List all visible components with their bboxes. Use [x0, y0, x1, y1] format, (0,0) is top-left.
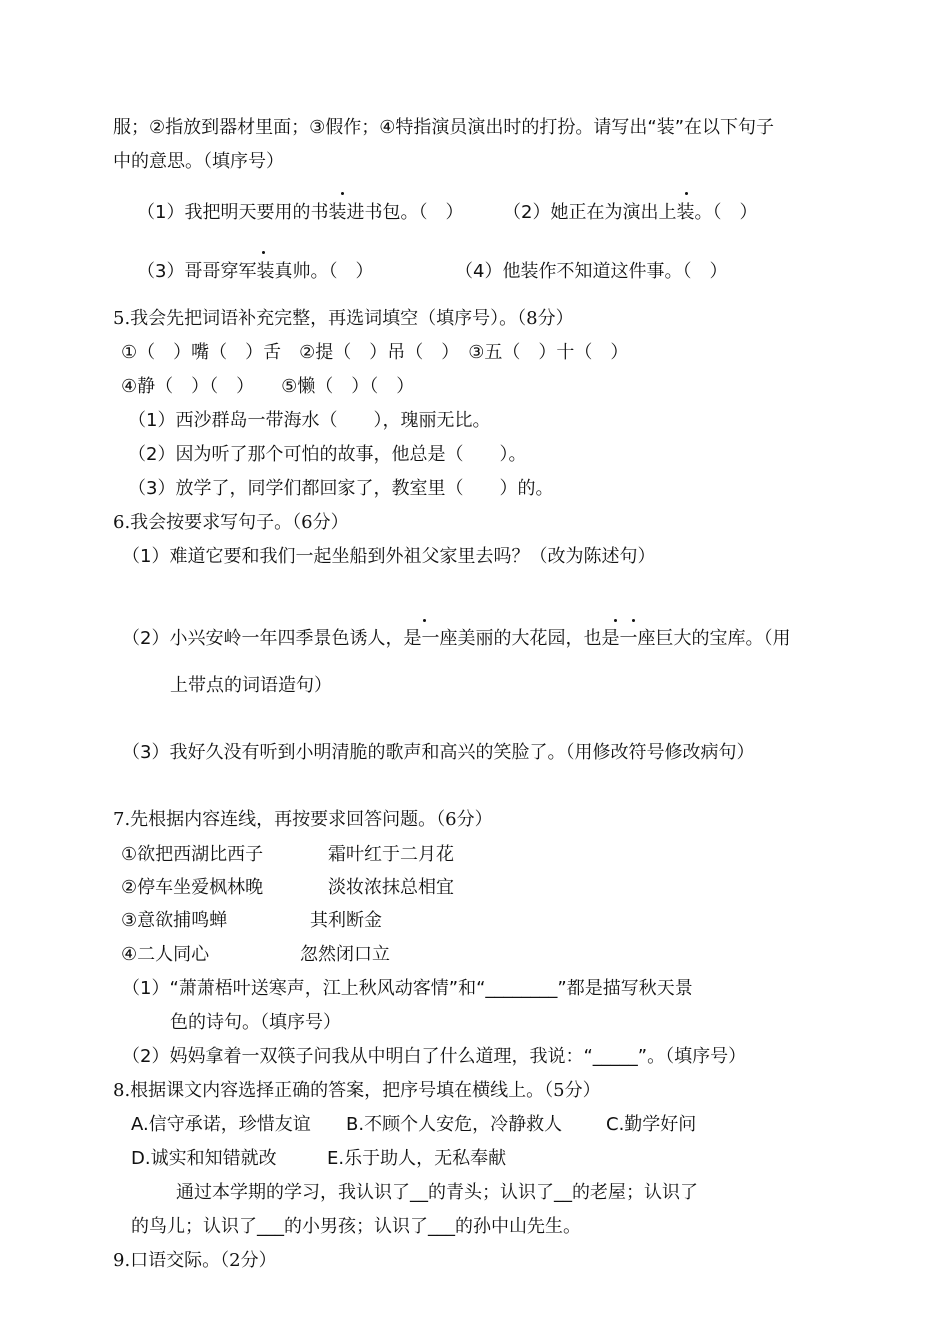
q7-left-item-4: ④二人同心	[121, 944, 210, 965]
q5-word-row-2: ④静（ ）（ ） ⑤懒（ ）（ ）	[121, 376, 415, 397]
q4-sentence-2: （2）她正在为演出上装。（ ）	[503, 202, 758, 223]
emphasis-dot	[685, 192, 688, 195]
emphasis-dot	[423, 619, 426, 622]
q4-text-line-1: 服；②指放到器材里面；③假作；④特指演员演出时的打扮。请写出“装”在以下句子	[113, 117, 775, 138]
q7-right-item-2: 淡妆浓抹总相宜	[328, 877, 454, 898]
q7-right-item-4: 忽然闭口立	[300, 944, 390, 965]
emphasis-dot	[614, 619, 617, 622]
emphasis-dot	[632, 619, 635, 622]
q6-sentence-2-line-1: （2）小兴安岭一年四季景色诱人，是一座美丽的大花园，也是一座巨大的宝库。（用	[122, 628, 791, 649]
q4-text-line-2: 中的意思。（填序号）	[113, 151, 284, 172]
q8-fill-line-2: 的鸟儿；认识了___的小男孩；认识了___的孙中山先生。	[131, 1216, 581, 1237]
q5-sentence-2: （2）因为听了那个可怕的故事，他总是（ ）。	[128, 444, 527, 465]
emphasis-dot	[341, 192, 344, 195]
q5-word-row-1: ①（ ）嘴（ ）舌 ②提（ ）吊（ ） ③五（ ）十（ ）	[121, 342, 629, 363]
q7-right-item-3: 其利断金	[310, 910, 382, 931]
q6-title: 6.我会按要求写句子。（6分）	[113, 512, 349, 533]
q8-option-d: D.诚实和知错就改	[131, 1148, 277, 1169]
q7-left-item-2: ②停车坐爱枫林晚	[121, 877, 264, 898]
q7-question-1-line-2: 色的诗句。（填序号）	[170, 1012, 341, 1033]
q7-title: 7.先根据内容连线，再按要求回答问题。（6分）	[113, 809, 493, 830]
q6-sentence-2-line-2: 上带点的词语造句）	[170, 675, 332, 696]
q8-option-e: E.乐于助人，无私奉献	[327, 1148, 507, 1169]
q7-right-item-1: 霜叶红于二月花	[328, 844, 454, 865]
q9-title: 9.口语交际。（2分）	[113, 1250, 277, 1271]
q5-title: 5.我会先把词语补充完整，再选词填空（填序号）。（8分）	[113, 308, 574, 329]
q6-sentence-1: （1）难道它要和我们一起坐船到外祖父家里去吗？（改为陈述句）	[122, 546, 656, 567]
q5-sentence-3: （3）放学了，同学们都回家了，教室里（ ）的。	[128, 478, 554, 499]
q6-sentence-3: （3）我好久没有听到小明清脆的歌声和高兴的笑脸了。（用修改符号修改病句）	[122, 742, 755, 763]
q8-option-b: B.不顾个人安危，冷静救人	[346, 1114, 563, 1135]
q4-sentence-1: （1）我把明天要用的书装进书包。（ ）	[137, 202, 464, 223]
q4-sentence-4: （4）他装作不知道这件事。（ ）	[455, 261, 728, 282]
q8-title: 8.根据课文内容选择正确的答案，把序号填在横线上。（5分）	[113, 1080, 601, 1101]
q8-option-a: A.信守承诺，珍惜友谊	[131, 1114, 311, 1135]
q5-sentence-1: （1）西沙群岛一带海水（ ），瑰丽无比。	[128, 410, 491, 431]
q7-question-2: （2）妈妈拿着一双筷子问我从中明白了什么道理，我说：“_____”。（填序号）	[122, 1046, 747, 1067]
q8-option-c: C.勤学好问	[606, 1114, 697, 1135]
q7-left-item-1: ①欲把西湖比西子	[121, 844, 264, 865]
q7-left-item-3: ③意欲捕鸣蝉	[121, 910, 228, 931]
emphasis-dot	[262, 251, 265, 254]
q4-sentence-3: （3）哥哥穿军装真帅。（ ）	[137, 261, 374, 282]
q8-fill-line-1: 通过本学期的学习，我认识了__的青头；认识了__的老屋；认识了	[176, 1182, 698, 1203]
q7-question-1-line-1: （1）“萧萧梧叶送寒声，江上秋风动客情”和“________”都是描写秋天景	[122, 978, 693, 999]
